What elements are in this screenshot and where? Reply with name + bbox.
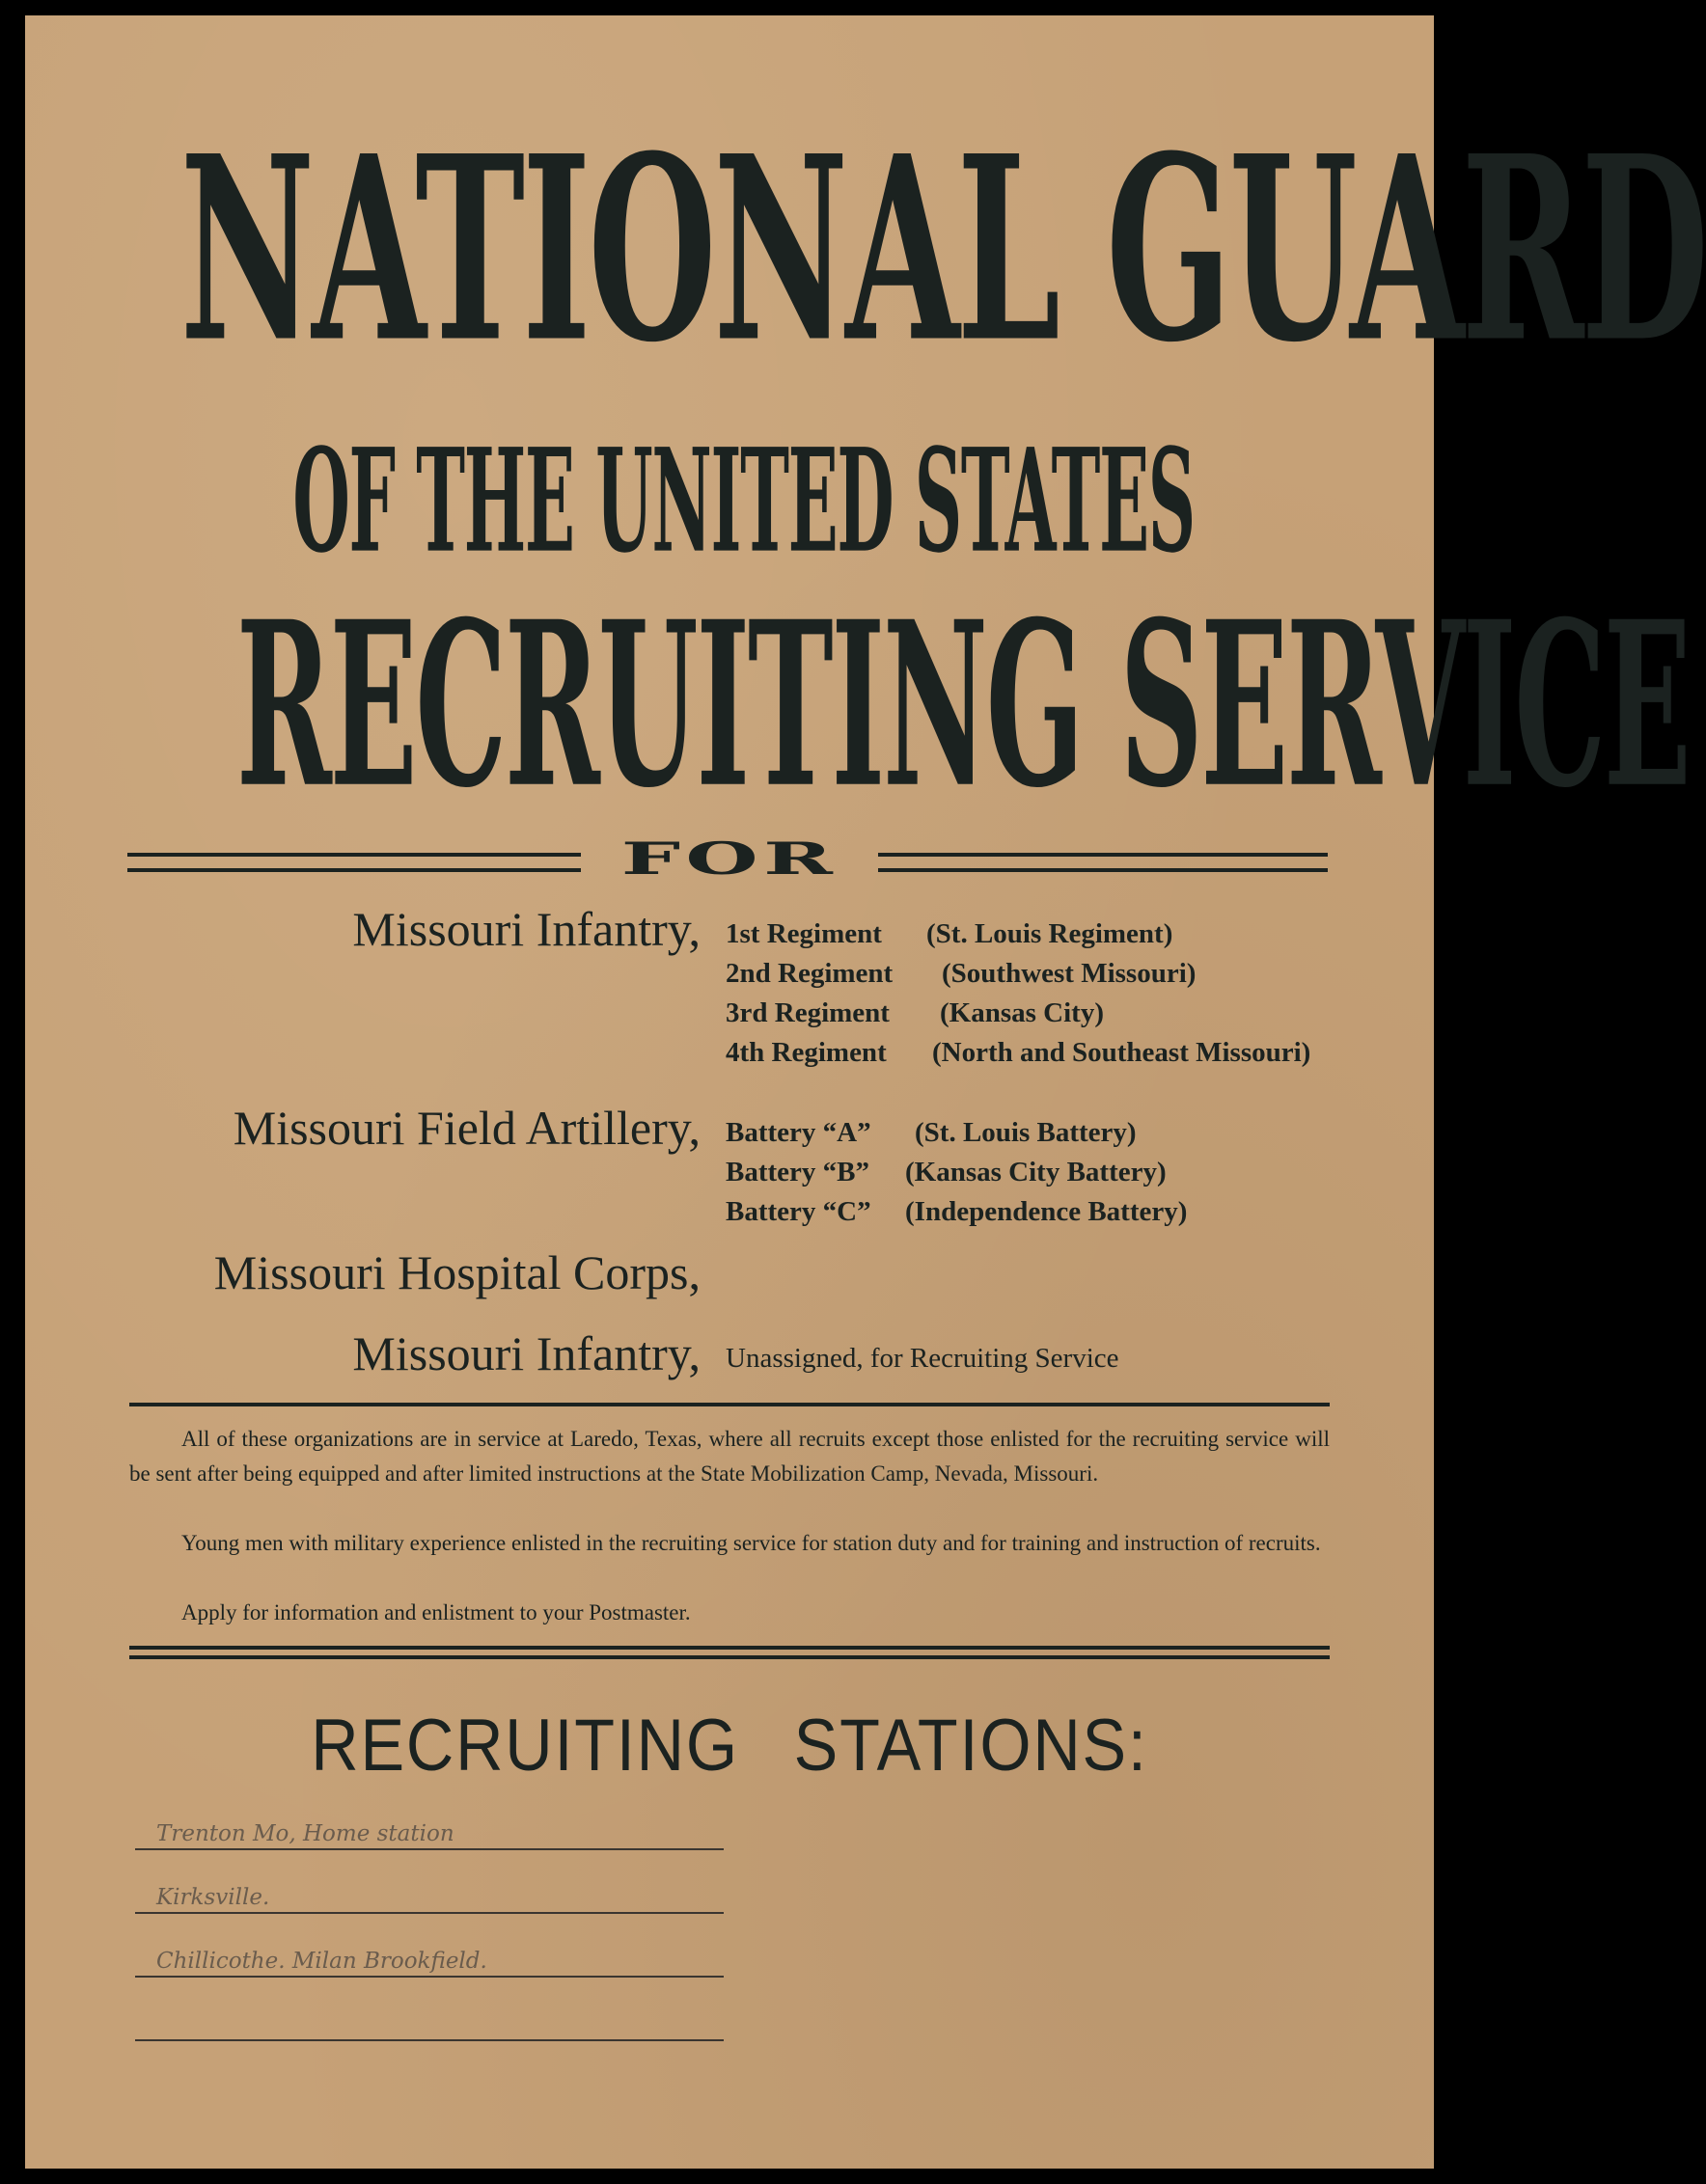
station-entry: Kirksville. bbox=[156, 1885, 270, 1910]
stations-heading: RECRUITING STATIONS: bbox=[311, 1705, 1148, 1787]
unit-item-desc: (North and Southeast Missouri) bbox=[932, 1037, 1311, 1068]
unit-item-label: Battery “B” bbox=[726, 1157, 869, 1188]
unit-item-label: 4th Regiment bbox=[726, 1037, 887, 1068]
station-entry: Trenton Mo, Home station bbox=[156, 1821, 454, 1846]
unit-item bbox=[726, 958, 1197, 989]
for-label: FOR bbox=[620, 833, 839, 886]
recruiting-poster bbox=[25, 15, 1706, 2169]
unit-item bbox=[726, 1157, 1167, 1188]
unit-item-label: Battery “C” bbox=[726, 1196, 871, 1227]
for-divider-right bbox=[878, 853, 1328, 872]
unit-item-label: 1st Regiment bbox=[726, 918, 882, 949]
unit-item-desc: Unassigned, for Recruiting Service bbox=[726, 1343, 1119, 1374]
unit-item bbox=[726, 997, 1104, 1028]
unit-item-label: 2nd Regiment bbox=[726, 958, 894, 989]
body-paragraph: Apply for information and enlistment to your Postmaster. bbox=[181, 1600, 691, 1624]
station-line bbox=[135, 1810, 724, 1850]
unit-item-desc: (Kansas City) bbox=[940, 997, 1104, 1028]
unit-name-hospital: Missouri Hospital Corps, bbox=[213, 1245, 701, 1299]
poster-heading: RECRUITING SERVICE bbox=[236, 572, 1690, 839]
for-divider-left bbox=[127, 853, 581, 872]
unit-name-artillery: Missouri Field Artillery, bbox=[233, 1101, 701, 1155]
unit-item bbox=[726, 1037, 1311, 1068]
unit-item bbox=[726, 1117, 1137, 1148]
unit-item-desc: (St. Louis Regiment) bbox=[926, 918, 1173, 949]
unit-item-desc: (St. Louis Battery) bbox=[915, 1117, 1137, 1148]
unit-item bbox=[726, 918, 1173, 949]
unit-item bbox=[726, 1196, 1188, 1227]
unit-item-desc: (Southwest Missouri) bbox=[942, 958, 1197, 989]
poster-title: NATIONAL GUARD bbox=[179, 101, 1706, 399]
unit-item-desc: (Independence Battery) bbox=[905, 1196, 1188, 1227]
body-paragraph: Young men with military experience enlisted in the recruiting service for station duty and for training and instruction of recruits. bbox=[181, 1531, 1321, 1555]
unit-item-label: Battery “A” bbox=[726, 1117, 871, 1148]
unit-name-infantry: Missouri Infantry, bbox=[352, 902, 701, 956]
unit-item-label: 3rd Regiment bbox=[726, 997, 890, 1028]
divider bbox=[129, 1403, 1330, 1406]
poster-subtitle: OF THE UNITED STATES bbox=[292, 417, 1195, 585]
body-paragraph: All of these organizations are in service at Laredo, Texas, where all recruits except those enlisted for the recruiting service will be sent after being equipped and after limited instructions at the State Mobilization Camp, Nevada, Missouri. bbox=[129, 1427, 1330, 1486]
divider bbox=[129, 1646, 1330, 1650]
unit-name-unassigned: Missouri Infantry, bbox=[352, 1326, 701, 1380]
unit-item-desc: (Kansas City Battery) bbox=[905, 1157, 1167, 1188]
station-entry: Chillicothe. Milan Brookfield. bbox=[156, 1949, 487, 1974]
station-line bbox=[135, 1937, 724, 1978]
station-line bbox=[135, 2001, 724, 2041]
divider bbox=[129, 1655, 1330, 1659]
station-line bbox=[135, 1873, 724, 1914]
